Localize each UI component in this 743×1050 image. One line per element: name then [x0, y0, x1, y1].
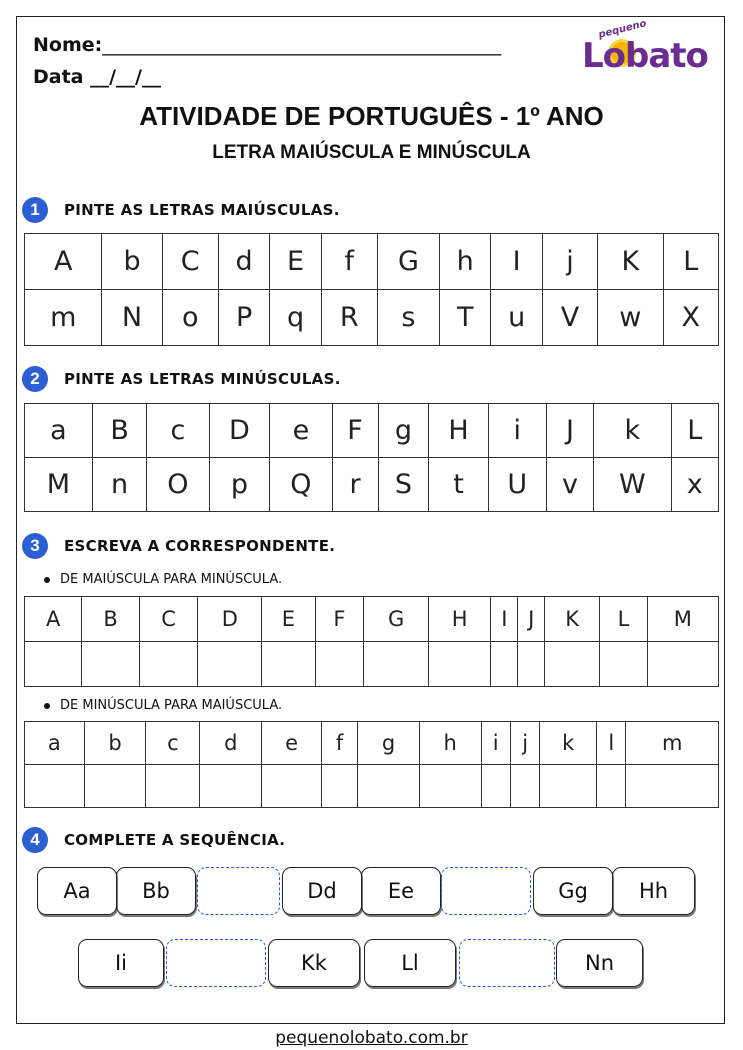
sequence-blank-box[interactable]	[197, 867, 280, 915]
section-number-badge: 4	[22, 827, 48, 853]
page-subtitle: LETRA MAIÚSCULA E MINÚSCULA	[212, 142, 531, 163]
letter-cell[interactable]: u	[491, 290, 542, 346]
answer-cell[interactable]	[200, 765, 262, 808]
letter-cell[interactable]: G	[377, 234, 439, 290]
letter-cell[interactable]: f	[322, 722, 358, 765]
letter-cell[interactable]: O	[147, 458, 209, 512]
sequence-blank-box[interactable]	[166, 939, 266, 987]
grid-row	[25, 765, 719, 808]
section-2-heading	[22, 366, 341, 392]
section-title: ESCREVA A CORRESPONDENTE.	[64, 537, 336, 555]
letter-cell[interactable]: v	[546, 458, 593, 512]
letter-cell[interactable]: o	[162, 290, 218, 346]
sequence-box: Nn	[556, 939, 643, 987]
letter-cell[interactable]: p	[209, 458, 270, 512]
letter-cell[interactable]: C	[139, 597, 197, 642]
grid-row	[25, 290, 719, 346]
letter-cell[interactable]: b	[102, 234, 162, 290]
letter-cell[interactable]: T	[440, 290, 491, 346]
letter-cell[interactable]: L	[600, 597, 647, 642]
sequence-blank-box[interactable]	[459, 939, 555, 987]
sequence-box: Ee	[361, 867, 441, 915]
letter-cell[interactable]: X	[663, 290, 718, 346]
letter-cell[interactable]: M	[647, 597, 718, 642]
letter-cell[interactable]: f	[321, 234, 377, 290]
letter-cell[interactable]: s	[377, 290, 439, 346]
section-4-heading	[22, 827, 285, 853]
letter-cell[interactable]: L	[663, 234, 718, 290]
letter-cell[interactable]: A	[25, 597, 82, 642]
sequence-box: Gg	[533, 867, 613, 915]
letter-cell[interactable]: F	[315, 597, 364, 642]
section-number-badge: 3	[22, 533, 48, 559]
grid-row	[25, 597, 719, 642]
letter-cell[interactable]: k	[594, 404, 671, 458]
letter-cell[interactable]: q	[270, 290, 321, 346]
letter-cell[interactable]: R	[321, 290, 377, 346]
answer-cell[interactable]	[315, 642, 364, 687]
letter-cell[interactable]: d	[218, 234, 269, 290]
letter-cell[interactable]: G	[364, 597, 428, 642]
letter-cell[interactable]: b	[84, 722, 146, 765]
letter-cell[interactable]: i	[488, 404, 546, 458]
letter-cell[interactable]: H	[428, 597, 491, 642]
letter-cell[interactable]: d	[200, 722, 262, 765]
letter-cell[interactable]: B	[92, 404, 147, 458]
letter-cell[interactable]: E	[262, 597, 315, 642]
letter-cell[interactable]: j	[542, 234, 597, 290]
bullet-dot	[44, 577, 50, 583]
uppercase-paint-grid	[24, 233, 719, 346]
letter-cell[interactable]: C	[162, 234, 218, 290]
letter-cell[interactable]: n	[92, 458, 147, 512]
bullet-upper-to-lower	[44, 572, 282, 587]
letter-cell[interactable]: B	[82, 597, 140, 642]
letter-cell[interactable]: a	[25, 722, 85, 765]
answer-cell[interactable]	[428, 642, 491, 687]
grid-row	[25, 642, 719, 687]
letter-cell[interactable]: j	[510, 722, 539, 765]
letter-cell[interactable]: x	[671, 458, 719, 512]
answer-cell[interactable]	[647, 642, 718, 687]
upper-to-lower-grid	[24, 596, 719, 687]
sequence-box: Ll	[364, 939, 456, 987]
sequence-blank-box[interactable]	[441, 867, 531, 915]
letter-cell[interactable]: m	[626, 722, 719, 765]
letter-cell[interactable]: h	[419, 722, 481, 765]
answer-cell[interactable]	[481, 765, 510, 808]
lower-to-upper-grid	[24, 721, 719, 808]
answer-cell[interactable]	[364, 642, 428, 687]
sequence-box: Hh	[612, 867, 695, 915]
sequence-box: Aa	[37, 867, 117, 915]
bullet-lower-to-upper	[44, 698, 282, 713]
answer-cell[interactable]	[419, 765, 481, 808]
letter-cell[interactable]: m	[25, 290, 102, 346]
page-title: ATIVIDADE DE PORTUGUÊS - 1º ANO	[139, 101, 604, 131]
letter-cell[interactable]: K	[545, 597, 600, 642]
answer-cell[interactable]	[597, 765, 626, 808]
letter-cell[interactable]: N	[102, 290, 162, 346]
answer-cell[interactable]	[322, 765, 358, 808]
answer-cell[interactable]	[198, 642, 262, 687]
answer-cell[interactable]	[84, 765, 146, 808]
answer-cell[interactable]	[518, 642, 545, 687]
answer-cell[interactable]	[510, 765, 539, 808]
letter-cell[interactable]: P	[218, 290, 269, 346]
letter-cell[interactable]: J	[546, 404, 593, 458]
letter-cell[interactable]: c	[146, 722, 200, 765]
logo-small-text: pequeno	[597, 18, 648, 41]
letter-cell[interactable]: S	[378, 458, 429, 512]
letter-cell[interactable]: l	[597, 722, 626, 765]
letter-cell[interactable]: k	[540, 722, 597, 765]
letter-cell[interactable]: i	[481, 722, 510, 765]
letter-cell[interactable]: M	[25, 458, 93, 512]
answer-cell[interactable]	[262, 765, 322, 808]
sequence-box: Kk	[268, 939, 360, 987]
answer-cell[interactable]	[545, 642, 600, 687]
answer-cell[interactable]	[82, 642, 140, 687]
logo	[582, 18, 714, 80]
letter-cell[interactable]: c	[147, 404, 209, 458]
name-line[interactable]: __________________________________________	[102, 34, 502, 56]
letter-cell[interactable]: U	[488, 458, 546, 512]
letter-cell[interactable]: r	[332, 458, 378, 512]
section-number-badge: 1	[22, 197, 48, 223]
answer-cell[interactable]	[139, 642, 197, 687]
letter-cell[interactable]: A	[25, 234, 102, 290]
name-field-row	[33, 34, 501, 56]
letter-cell[interactable]: w	[598, 290, 664, 346]
sequence-box: Ii	[78, 939, 164, 987]
letter-cell[interactable]: K	[598, 234, 664, 290]
grid-row	[25, 458, 719, 512]
letter-cell[interactable]: J	[518, 597, 545, 642]
section-title: PINTE AS LETRAS MINÚSCULAS.	[64, 370, 341, 388]
answer-cell[interactable]	[626, 765, 719, 808]
section-number-badge: 2	[22, 366, 48, 392]
sequence-box: Bb	[116, 867, 196, 915]
letter-cell[interactable]: t	[429, 458, 489, 512]
letter-cell[interactable]: L	[671, 404, 719, 458]
letter-cell[interactable]: E	[270, 234, 321, 290]
bullet-text: DE MAIÚSCULA PARA MINÚSCULA.	[60, 572, 283, 587]
answer-cell[interactable]	[262, 642, 315, 687]
lowercase-paint-grid	[24, 403, 719, 512]
grid-row	[25, 404, 719, 458]
answer-cell[interactable]	[25, 765, 85, 808]
letter-cell[interactable]: V	[542, 290, 597, 346]
name-label: Nome:	[33, 34, 103, 56]
letter-cell[interactable]: g	[358, 722, 420, 765]
sequence-box: Dd	[282, 867, 362, 915]
footer-website-link[interactable]: pequenolobato.com.br	[275, 1028, 468, 1048]
letter-cell[interactable]: g	[378, 404, 429, 458]
section-1-heading	[22, 197, 340, 223]
section-title: PINTE AS LETRAS MAIÚSCULAS.	[64, 201, 340, 219]
letter-cell[interactable]: D	[198, 597, 262, 642]
grid-row	[25, 234, 719, 290]
answer-cell[interactable]	[25, 642, 82, 687]
letter-cell[interactable]: Q	[270, 458, 332, 512]
bullet-text: DE MINÚSCULA PARA MAIÚSCULA.	[60, 698, 283, 713]
section-3-heading	[22, 533, 335, 559]
letter-cell[interactable]: e	[262, 722, 322, 765]
letter-cell[interactable]: I	[491, 597, 518, 642]
letter-cell[interactable]: H	[429, 404, 489, 458]
date-label: Data __/__/__	[33, 66, 161, 88]
logo-text: Lobato	[582, 36, 708, 76]
letter-cell[interactable]: h	[440, 234, 491, 290]
letter-cell[interactable]: D	[209, 404, 270, 458]
letter-cell[interactable]: I	[491, 234, 542, 290]
answer-cell[interactable]	[540, 765, 597, 808]
letter-cell[interactable]: W	[594, 458, 671, 512]
section-title: COMPLETE A SEQUÊNCIA.	[64, 831, 286, 849]
answer-cell[interactable]	[358, 765, 420, 808]
letter-cell[interactable]: e	[270, 404, 332, 458]
grid-row	[25, 722, 719, 765]
answer-cell[interactable]	[600, 642, 647, 687]
answer-cell[interactable]	[491, 642, 518, 687]
answer-cell[interactable]	[146, 765, 200, 808]
letter-cell[interactable]: a	[25, 404, 93, 458]
letter-cell[interactable]: F	[332, 404, 378, 458]
bullet-dot	[44, 703, 50, 709]
